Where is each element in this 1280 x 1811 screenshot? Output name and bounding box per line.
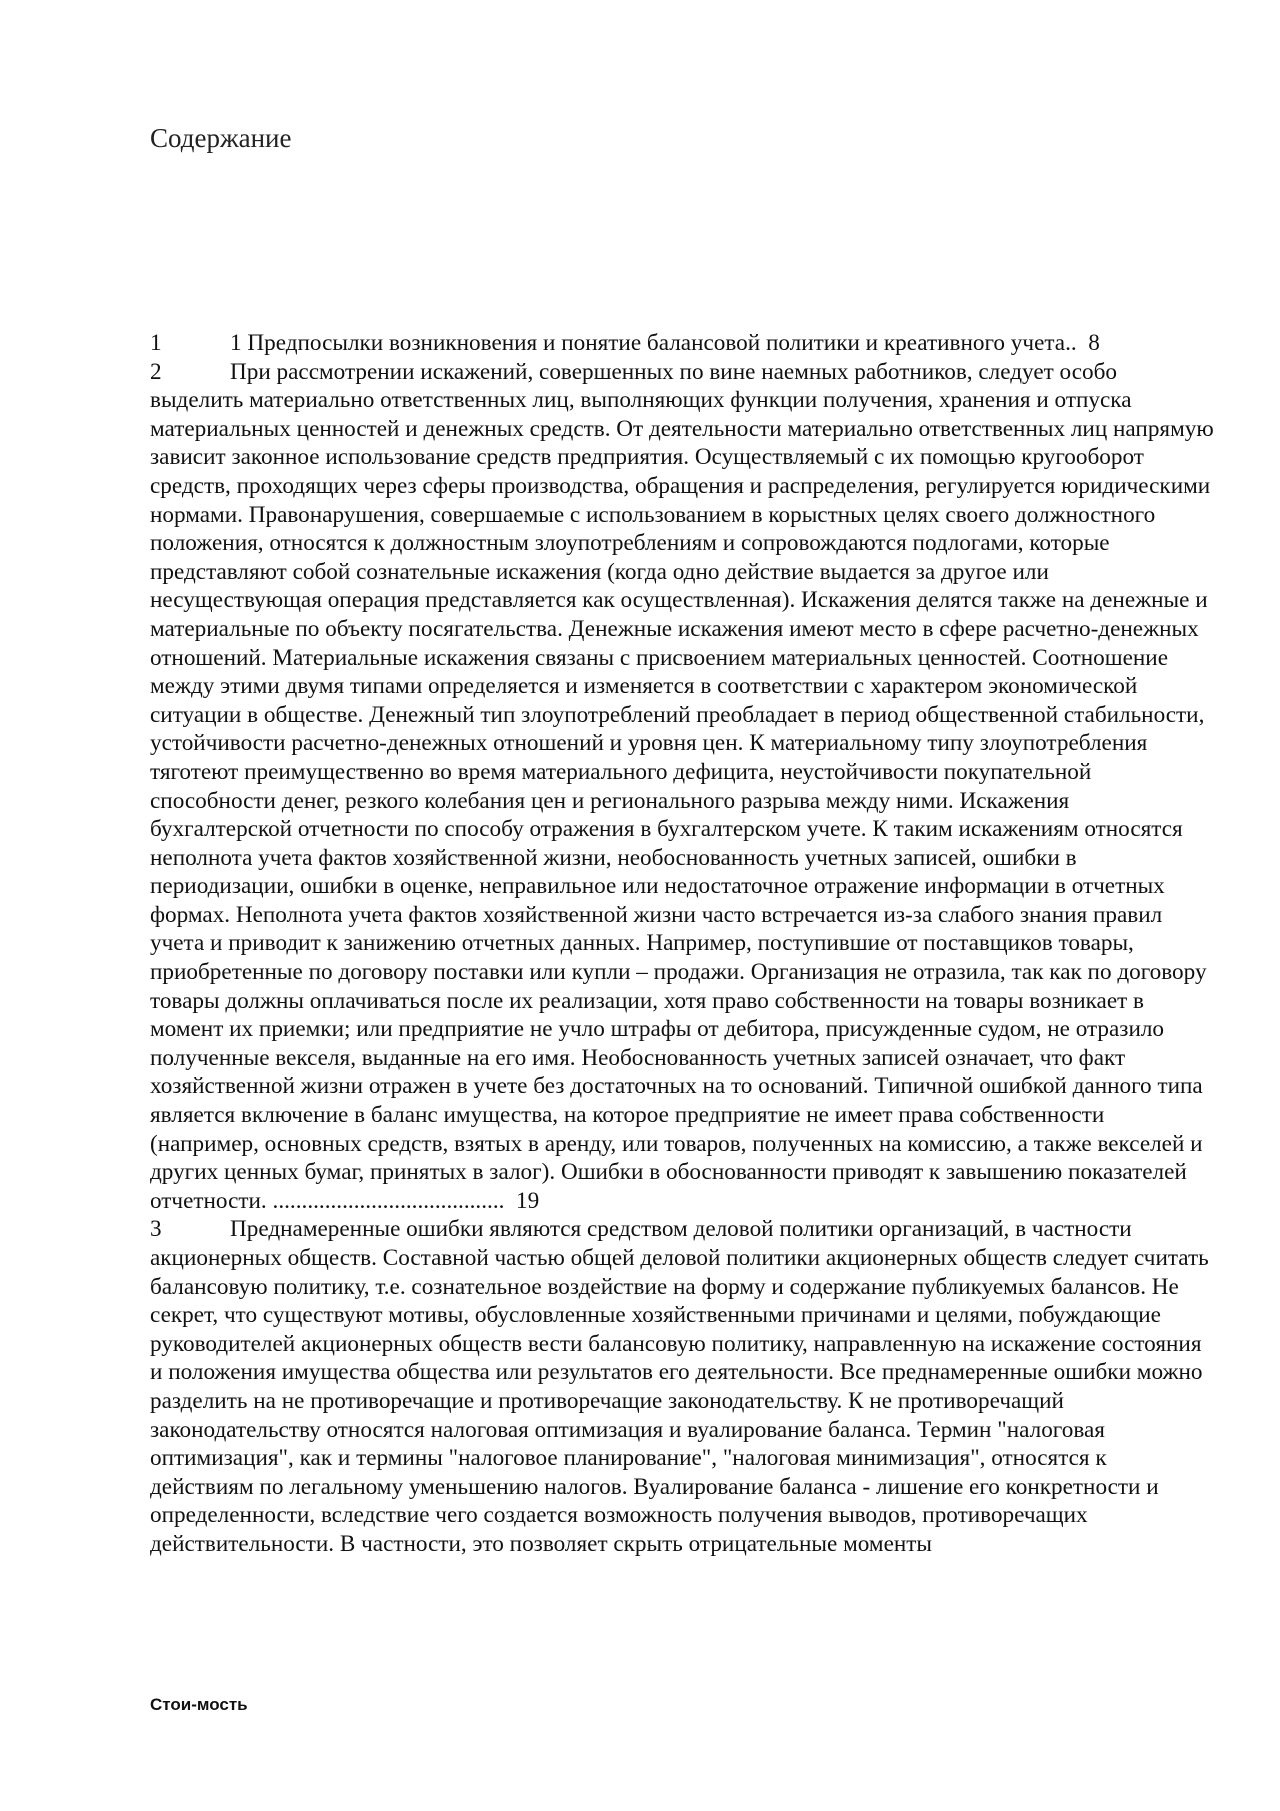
toc-entry-text: 1 Предпосылки возникновения и понятие балансовой политики и креативного учета.. <box>230 330 1077 356</box>
toc-entry-page: 8 <box>1088 330 1100 356</box>
footer-label: Стои-мость <box>150 1695 248 1714</box>
toc-entry-number: 2 <box>150 358 162 385</box>
toc-entry <box>150 329 1214 358</box>
table-of-contents <box>150 329 1214 1559</box>
toc-entry <box>150 358 1214 1216</box>
toc-entry-tail <box>273 1188 540 1214</box>
toc-entry-page: 19 <box>516 1187 540 1214</box>
toc-entry-number: 3 <box>150 1216 162 1243</box>
toc-entry-text: При рассмотрении искажений, совершенных по вине наемных работников, следует особо выделить материально ответственных лиц, выполняющих функции получения, хранения и отпуска материальных ценностей и денежных средств. От деятельности материально ответственных лиц напрямую зависит законное использование средств предприятия. Осуществляемый с их помощью кругооборот средств, проходящих через сферы производства, обращения и распределения, регулируется юридическими нормами. Правонарушения, совершаемые с использованием в корыстных целях своего должностного положения, относятся к должностным злоупотреблениям и сопровождаются подлогами, которые представляют собой сознательные искажения (когда одно действие выдается за другое или несуществующая операция представляется как осуществленная). Искажения делятся также на денежные и материальные по объекту посягательства. Денежные искажения имеют место в сфере расчетно-денежных отношений. Материальные искажения связаны с присвоением материальных ценностей. Соотношение между этими двумя типами определяется и изменяется в соответствии с характером экономической ситуации в обществе. Денежный тип злоупотреблений преобладает в период общественной стабильности, устойчивости расчетно-денежных отношений и уровня цен. К материальному типу злоупотребления тяготеют преимущественно во время материального дефицита, неустойчивости покупательной способности денег, резкого колебания цен и регионального разрыва между ними. Искажения бухгалтерской отчетности по способу отражения в бухгалтерском учете. К таким искажениям относятся неполнота учета фактов хозяйственной жизни, необоснованность учетных записей, ошибки в периодизации, ошибки в оценке, неправильное или недостаточное отражение информации в отчетных формах. Неполнота учета фактов хозяйственной жизни часто встречается из-за слабого знания правил учета и приводит к занижению отчетных данных. Например, поступившие от поставщиков товары, приобретенные по договору поставки или купли – продажи. Организация не отразила, так как по договору товары должны оплачиваться после их реализации, хотя право собственности на товары возникает в момент их приемки; или предприятие не учло штрафы от дебитора, присужденные судом, не отразило полученные векселя, выданные на его имя. Необоснованность учетных записей означает, что факт хозяйственной жизни отражен в учете без достаточных на то оснований. Типичной ошибкой данного типа является включение в баланс имущества, на которое предприятие не имеет права собственности (например, основных средств, взятых в аренду, или товаров, полученных на комиссию, а также векселей и других ценных бумаг, принятых в залог). Ошибки в обоснованности приводят к завышению показателей отчетности. <box>150 358 1214 1214</box>
toc-entry <box>150 1215 1214 1558</box>
toc-entry-text: Преднамеренные ошибки являются средством деловой политики организаций, в частности акционерных обществ. Составной частью общей деловой политики акционерных обществ следует считать балансовую политику, т.е. сознательное воздействие на форму и содержание публикуемых балансов. Не секрет, что существуют мотивы, обусловленные хозяйственными причинами и целями, побуждающие руководителей акционерных обществ вести балансовую политику, направленную на искажение состояния и положения имущества общества или результатов его деятельности. Все преднамеренные ошибки можно разделить на не противоречащие и противоречащие законодательству. К не противоречащий законодательству относятся налоговая оптимизация и вуалирование баланса. Термин "налоговая оптимизация", как и термины "налоговое планирование", "налоговая минимизация", относятся к действиям по легальному уменьшению налогов. Вуалирование баланса - лишение его конкретности и определенности, вследствие чего создается возможность получения выводов, противоречащих действительности. В частности, это позволяет скрыть отрицательные моменты <box>150 1216 1209 1557</box>
page-title: Содержание <box>150 123 292 153</box>
toc-entry-number: 1 <box>150 330 162 356</box>
toc-entry-leader: ........................................ <box>272 1187 505 1214</box>
